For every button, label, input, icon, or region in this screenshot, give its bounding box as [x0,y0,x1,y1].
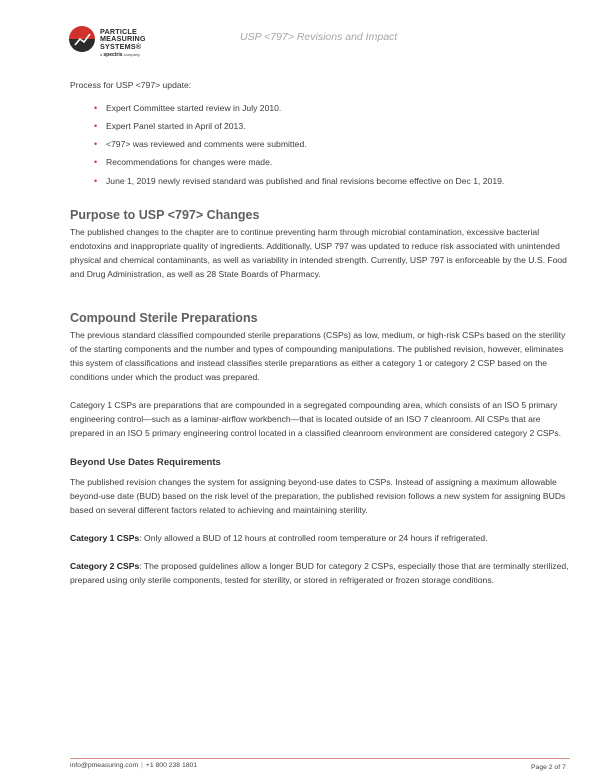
footer-contact [70,762,197,769]
pms-logo-mark-icon [68,25,96,55]
footer-rule [70,758,570,759]
list-item: • Expert Panel started in April of 2013. [106,120,572,134]
company-logo [68,25,168,63]
intro-text: Process for USP <797> update: [70,80,192,90]
logo-wordmark [100,28,170,50]
footer-phone: +1 800 238 1801 [145,762,198,769]
section-purpose [70,207,572,282]
logo-sub-prefix: a [100,52,103,57]
category-2-paragraph [70,560,572,588]
footer-email-link[interactable]: info@pmeasuring.com [70,762,139,769]
list-item: • Expert Committee started review in July 2010. [106,102,572,116]
category-2-label: Category 2 CSPs [70,561,140,572]
section-bud [70,456,572,587]
logo-subline [100,52,140,58]
section-heading-bud: Beyond Use Dates Requirements [70,457,221,469]
logo-line-1: PARTICLE [100,27,138,36]
section-heading-csp: Compound Sterile Preparations [70,311,258,326]
category-1-paragraph [70,532,572,546]
document-header-title: USP <797> Revisions and Impact [240,31,398,43]
csp-paragraph-1: The previous standard classified compounded sterile preparations (CSPs) as low, medium, or high-risk CSPs based on the sterility of the starting components and the number and types of compounding manipulations. The published revision, however, eliminates this system of classifications and instead classifies sterile preparations as either a category 1 or category 2 CSP based on the conditions under which the product was prepared. [70,330,566,382]
category-2-text: : The proposed guidelines allow a longer BUD for category 2 CSPs, especially those that are terminally sterilized, prepared using only sterile components, tested for sterility, or stored in refrigerated or frozen storage conditions. [70,561,569,585]
footer-separator: | [141,762,143,769]
category-1-label: Category 1 CSPs [70,533,140,544]
section-heading-purpose: Purpose to USP <797> Changes [70,208,260,223]
purpose-paragraph: The published changes to the chapter are to continue preventing harm through microbial contamination, excessive bacterial endotoxins and inappropriate quality of ingredients. Additionally, USP 797 was updated to reduce risk associated with unintended physical and chemical contaminants, as well as variability in intended strength. Currently, USP 797 is enforceable by the U.S. Food and Drug Administration, as well as 28 State Boards of Pharmacy. [70,227,567,280]
list-item: • Recommendations for changes were made. [106,156,572,170]
logo-line-2: MEASURING [100,34,146,44]
csp-paragraph-2: Category 1 CSPs are preparations that are compounded in a segregated compounding area, which consists of an ISO 5 primary engineering control—such as a laminar-airflow workbench—that is located outside of an ISO 7 cleanroom. All CSPs that are prepared in an ISO 5 primary engineering control located in a classified cleanroom environment are considered category 2 CSPs. [70,399,562,438]
logo-line-3: SYSTEMS® [100,41,142,51]
list-item: • June 1, 2019 newly revised standard was published and final revisions become effective on Dec 1, 2019. [106,175,572,189]
page-number: Page 2 of 7 [531,764,566,771]
category-1-text: : Only allowed a BUD of 12 hours at controlled room temperature or 24 hours if refrigerated. [139,533,488,544]
logo-sub-brand: spectris [103,52,123,58]
list-item: • <797> was reviewed and comments were submitted. [106,138,572,152]
update-process-list [70,102,572,189]
bud-paragraph: The published revision changes the system for assigning beyond-use dates to CSPs. Instead of assigning a maximum allowable beyond-use date (BUD) based on the risk level of the preparation, the published revision follows a new system for assigning BUDs based on several different factors related to achieving and maintaining sterility. [70,477,566,516]
page-content [70,79,572,588]
logo-sub-suffix: company [123,52,140,57]
section-csp [70,310,572,440]
